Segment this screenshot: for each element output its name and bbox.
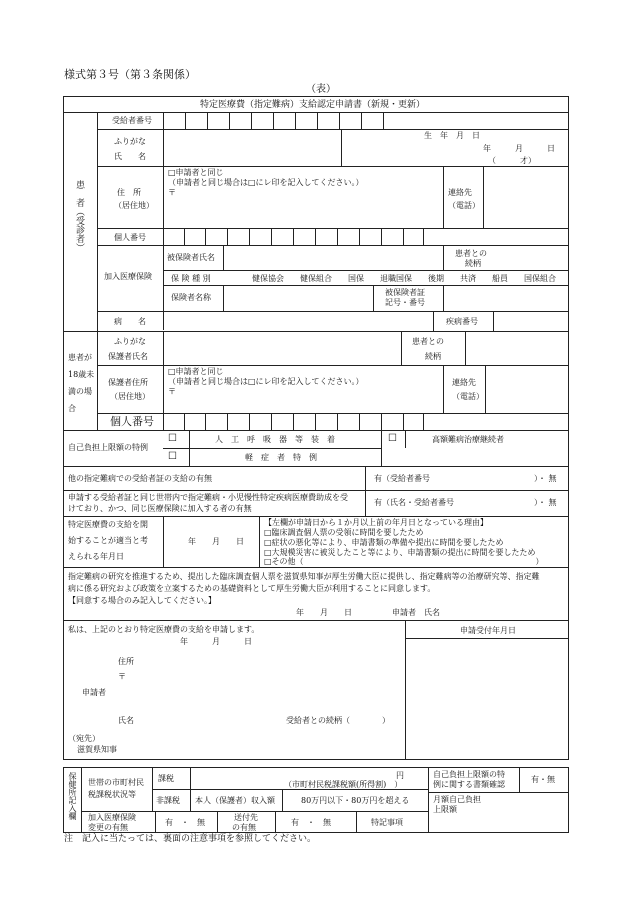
high-cost-checkbox-icon[interactable]: ☐ [388, 433, 397, 444]
rule [190, 767, 191, 811]
rule [273, 112, 274, 129]
start-date-label-3: えられる年月日 [68, 552, 124, 561]
rule [381, 413, 382, 430]
consent-line-1: 指定難病の研究を推進するため、提出した臨床調査個人票を滋賀県知事が厚生労働大臣に提供し、指定難病等の治療研究等、指定難 [68, 572, 540, 581]
rule [189, 430, 190, 466]
other-disease-label: 他の指定難病での受給者証の支給の有無 [68, 474, 212, 483]
rule [97, 129, 569, 130]
insurance-type-label: 保 険 種 別 [171, 274, 211, 283]
rule [229, 112, 230, 129]
rule [63, 490, 569, 491]
notes-label: 特記事項 [371, 818, 403, 827]
personal-number-label: 個人番号 [114, 233, 146, 242]
rule [443, 166, 444, 228]
consent-line-2: 病に係る研究および政策を立案するための基礎資料として厚生労働大臣が利用することに同意します。 [68, 584, 436, 593]
rule [293, 228, 294, 245]
disease-label: 病 名 [114, 317, 146, 326]
rule [465, 331, 466, 365]
application-statement: 私は、上記のとおり特定医療費の支給を申請します。 [68, 625, 260, 634]
ventilator-checkbox-icon[interactable]: ☐ [168, 433, 177, 444]
insurance-label: 加入医療保険 [104, 272, 152, 281]
rule [443, 245, 444, 270]
insurance-change-yes-no[interactable]: 有 ・ 無 [165, 818, 205, 827]
rule [381, 430, 382, 466]
rule [337, 228, 338, 245]
monthly-limit-label-1: 月額自己負担 [433, 795, 481, 804]
receipt-date-label: 申請受付年月日 [460, 626, 516, 635]
rule [271, 413, 272, 430]
name-label: 氏 名 [114, 152, 146, 161]
applicant-address-label: 住所 [118, 657, 134, 666]
yen-unit: 円 [396, 771, 404, 780]
contact-label: 連絡先 [448, 188, 472, 197]
rule [493, 311, 494, 331]
insurer-name-label: 保険者名称 [171, 293, 211, 302]
rule [339, 112, 340, 129]
rule [405, 638, 569, 639]
rule [401, 331, 402, 365]
rule [223, 285, 224, 311]
reason-3-checkbox[interactable]: □大規模災害に被災したこと等により、申請書類の提出に時間を要したため [264, 548, 536, 557]
rule [223, 245, 224, 270]
contact-sub-label: （電話） [448, 201, 480, 210]
rule [155, 811, 156, 833]
address-sub-label: （居住地） [114, 201, 154, 210]
rule [249, 413, 250, 430]
rule [152, 767, 153, 811]
relation-label-1: 患者との [455, 249, 487, 258]
rule [63, 466, 569, 467]
rule [433, 311, 434, 331]
form-number: 様式第３号（第３条関係） [64, 68, 196, 81]
start-date-ymd[interactable]: 年 月 日 [188, 537, 244, 546]
recipient-number-cells[interactable] [163, 112, 385, 129]
patient-section-label: 患 者（受診者） [74, 180, 84, 252]
rule [163, 270, 569, 271]
form-title: 特定医療費（指定難病）支給認定申請書（新規・更新） [200, 100, 426, 110]
rule [63, 567, 569, 568]
rule [81, 811, 428, 812]
rule [184, 228, 185, 245]
rule [443, 285, 444, 311]
applicant-postal-mark: 〒 [118, 672, 126, 681]
rule [205, 413, 206, 430]
postal-mark: 〒 [168, 188, 176, 197]
rule [97, 166, 569, 167]
form-side-label: （表） [306, 84, 336, 95]
rule [295, 112, 296, 129]
rule [315, 413, 316, 430]
household-label-2: けており、かつ、同じ医療保険に加入する者の有無 [68, 504, 252, 513]
guardian-personal-number-cells[interactable] [163, 413, 445, 430]
application-date[interactable]: 年 月 日 [180, 637, 252, 646]
rule [428, 767, 429, 833]
rule [217, 811, 218, 833]
guardian-section-label-3: 満の場 [68, 387, 92, 396]
rule [341, 129, 342, 166]
rule [356, 811, 357, 833]
rule [205, 228, 206, 245]
rule [63, 430, 569, 431]
special-label: 自己負担上限額の特例 [68, 443, 148, 452]
same-as-applicant-checkbox[interactable]: □申請者と同じ [168, 168, 224, 177]
guardian-contact-label: 連絡先 [452, 378, 476, 387]
severe-label: 軽 症 者 特 例 [245, 453, 317, 462]
insurance-change-label-2: 変更の有無 [88, 823, 128, 832]
rule [403, 413, 404, 430]
insurance-type-options[interactable]: 健保協会 健保組合 国保 退職国保 後期 共済 船員 国保組合 [252, 274, 556, 283]
rule [63, 331, 569, 332]
start-date-label-2: 始することが適当と考 [68, 536, 148, 545]
same-note: （申請者と同じ場合は□にレ印を記入してください。） [168, 178, 364, 187]
guardian-personal-number-label: 個人番号 [110, 415, 154, 428]
recipient-relation-field[interactable]: 受給者との続柄（ ） [286, 716, 390, 725]
rule [271, 228, 272, 245]
rule [373, 285, 374, 311]
guardian-relation-label-2: 続柄 [425, 352, 441, 361]
guardian-address-sub-label: （居住地） [110, 392, 150, 401]
guardian-same-checkbox[interactable]: □申請者と同じ [168, 367, 224, 376]
rule [282, 789, 283, 811]
rule [63, 620, 569, 621]
send-label-1: 送付先 [234, 813, 258, 822]
taxed-label: 課税 [158, 774, 174, 783]
household-label-1: 申請する受給者証と同じ世帯内で指定難病・小児慢性特定疾病医療費助成を受 [68, 493, 348, 502]
reason-1-checkbox[interactable]: □臨床調査個人票の受領に時間を要したため [264, 528, 424, 537]
rule [97, 245, 569, 246]
reason-2-checkbox[interactable]: □症状の悪化等により、申請書類の準備や提出に時間を要したため [264, 538, 504, 547]
rule [275, 811, 276, 833]
income-range-options[interactable]: 80万円以下・80万円を超える [301, 796, 410, 805]
reason-title: 【左欄が申請日から１か月以上前の年月日となっている理由】 [264, 518, 488, 527]
rule [227, 228, 228, 245]
rule [293, 413, 294, 430]
insurance-change-label-1: 加入医療保険 [88, 813, 136, 822]
rule [428, 792, 569, 793]
insured-card-label-1: 被保険者証 [385, 288, 425, 297]
age-field: （ 才） [488, 156, 536, 165]
address-label: 住 所 [117, 188, 141, 197]
rule [249, 228, 250, 245]
governor-label: 滋賀県知事 [77, 745, 117, 754]
relation-label-2: 続柄 [465, 259, 481, 268]
office-section-label: 保健所記入欄 [68, 772, 77, 820]
income-label: 本人（保護者）収入額 [195, 796, 275, 805]
tax-amount-label: （市町村民税課税額(所得割) ） [284, 780, 403, 789]
guardian-section-label-4: 合 [68, 404, 76, 413]
insured-card-label-2: 記号・番号 [385, 298, 425, 307]
rule [185, 112, 186, 129]
rule [163, 112, 164, 330]
guardian-address-label: 保護者住所 [108, 378, 148, 387]
rule [405, 620, 406, 760]
insured-name-label: 被保険者氏名 [167, 253, 215, 262]
rule [97, 112, 98, 430]
rule [365, 466, 366, 516]
recipient-number-label: 受給者番号 [112, 116, 152, 125]
rule [381, 228, 382, 245]
footer-note: 注 記入に当たっては、裏面の注意事項を参照してください。 [64, 834, 317, 844]
guardian-same-note: （申請者と同じ場合は□にレ印を記入してください。） [168, 377, 364, 386]
rule [403, 228, 404, 245]
guardian-section-label-2: 18歳未 [68, 370, 95, 379]
ventilator-label: 人 工 呼 吸 器 等 装 着 [215, 435, 335, 444]
rule [519, 767, 520, 792]
birth-date-label: 生 年 月 日 [424, 131, 480, 140]
severe-checkbox-icon[interactable]: ☐ [168, 451, 177, 462]
disease-number-label: 疾病番号 [446, 317, 478, 326]
guardian-furigana-label: ふりがな [114, 337, 146, 346]
rule [97, 311, 569, 312]
rule [315, 228, 316, 245]
applicant-label: 申請者 [82, 688, 106, 697]
rule [483, 166, 484, 228]
birth-ymd: 年 月 日 [483, 144, 555, 153]
applicant-name-label: 氏名 [118, 716, 134, 725]
furigana-label: ふりがな [114, 137, 146, 146]
monthly-limit-label-2: 上限額 [433, 805, 457, 814]
rule [359, 413, 360, 430]
personal-number-cells[interactable] [163, 228, 445, 245]
rule [485, 365, 486, 413]
rule [163, 448, 381, 449]
special-doc-label-1: 自己負担上限額の特 [433, 770, 505, 779]
guardian-section-label-1: 患者が [68, 353, 92, 362]
guardian-postal-mark: 〒 [168, 387, 176, 396]
send-yes-no[interactable]: 有 ・ 無 [291, 818, 331, 827]
tax-label-2: 税課税状況等 [88, 790, 136, 799]
rule [251, 112, 252, 129]
rule [227, 413, 228, 430]
rule [207, 112, 208, 129]
reason-4-checkbox[interactable]: □その他（ ） [264, 557, 544, 566]
rule [337, 413, 338, 430]
rule [383, 112, 384, 129]
high-cost-label: 高額難病治療継続者 [432, 435, 504, 444]
guardian-name-label: 保護者氏名 [108, 352, 148, 361]
rule [259, 516, 260, 567]
rule [81, 767, 82, 833]
rule [443, 365, 444, 413]
special-doc-yes-no[interactable]: 有・無 [531, 775, 555, 784]
rule [361, 112, 362, 129]
rule [359, 228, 360, 245]
rule [97, 365, 569, 366]
household-value[interactable]: 有（氏名・受給者番号 ）・ 無 [374, 498, 557, 507]
rule [163, 516, 164, 567]
tax-label-1: 世帯の市町村民 [88, 778, 144, 787]
guardian-contact-sub-label: （電話） [452, 392, 484, 401]
non-taxed-label: 非課税 [156, 796, 180, 805]
special-doc-label-2: 例に関する書類確認 [433, 780, 505, 789]
rule [184, 413, 185, 430]
start-date-label-1: 特定医療費の支給を開 [68, 520, 148, 529]
rule [423, 413, 424, 430]
guardian-relation-label-1: 患者との [412, 337, 444, 346]
consent-date-signature[interactable]: 年 月 日 申請者 氏名 [296, 608, 440, 617]
send-label-2: の有無 [232, 823, 256, 832]
rule [405, 430, 406, 448]
rule [317, 112, 318, 129]
rule [63, 516, 569, 517]
consent-line-3: 【同意する場合のみ記入してください。】 [68, 596, 216, 605]
rule [423, 228, 424, 245]
other-disease-value[interactable]: 有（受給者番号 ）・ 無 [374, 474, 557, 483]
addressee-label: （宛先） [68, 734, 100, 743]
